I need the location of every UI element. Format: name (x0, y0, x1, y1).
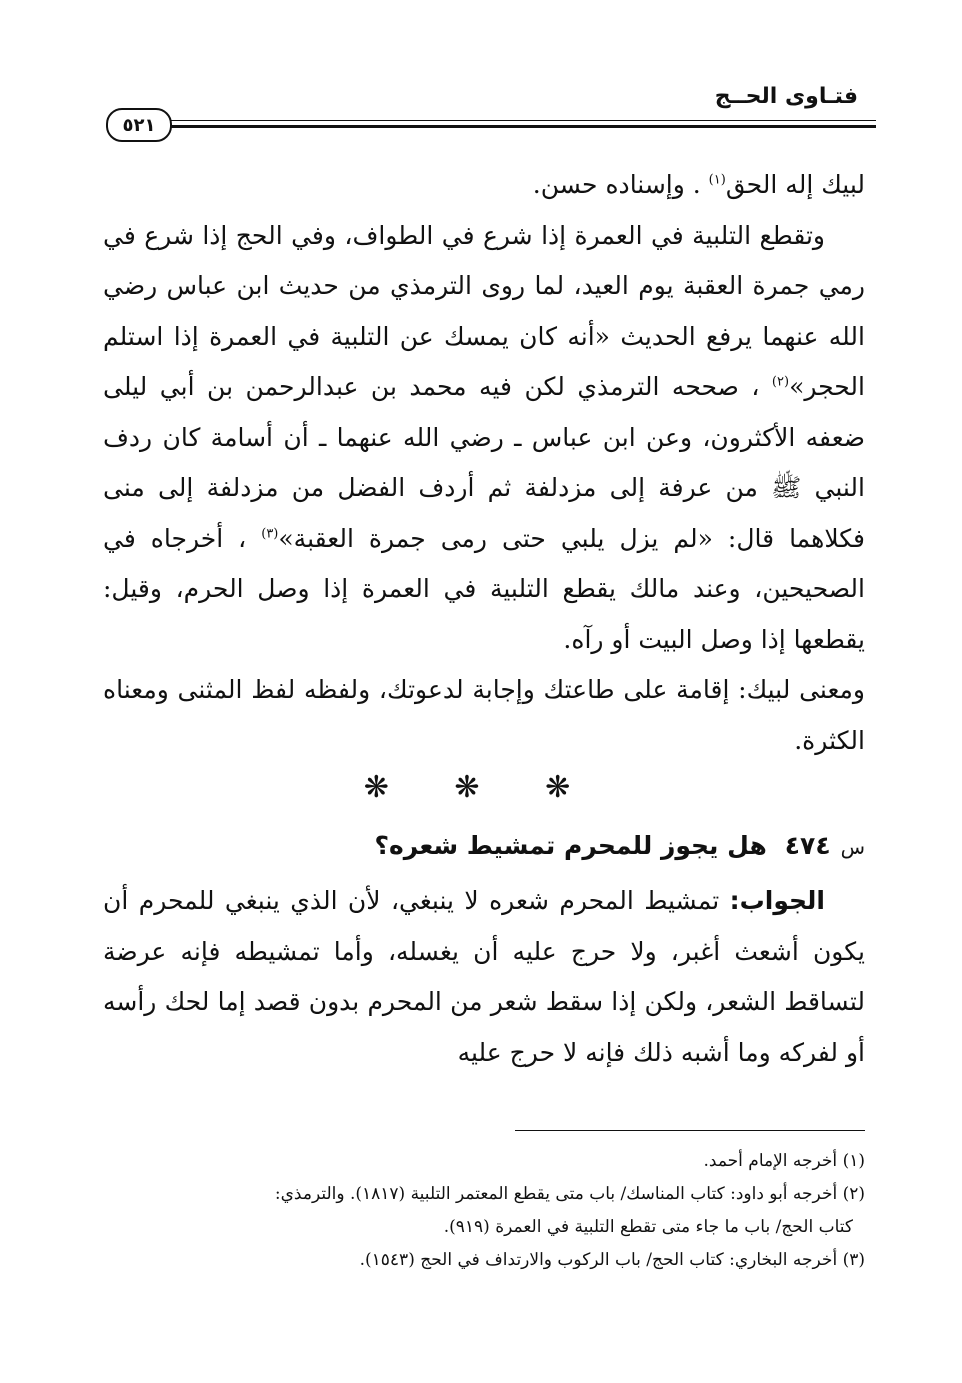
question-marker: س (840, 835, 865, 859)
footnote-rule (515, 1130, 865, 1131)
footnote-number: (١) (842, 1151, 865, 1171)
paragraph-3: ومعنى لبيك: إقامة على طاعتك وإجابة لدعوتك، ولفظه لفظ المثنى ومعناه الكثرة. (103, 675, 865, 755)
footnotes (103, 1145, 865, 1277)
question-heading (103, 822, 865, 871)
footnote-text: أخرجه البخاري: كتاب الحج/ باب الركوب والارتداف في الحج (١٥٤٣). (359, 1250, 838, 1270)
answer-label: الجواب: (729, 886, 825, 915)
question-number: ٤٧٤ (784, 831, 831, 860)
line1-tail: . وإسناده حسن. (532, 170, 709, 199)
line1-text: لبيك إله الحق (725, 170, 865, 199)
para2-part-a: وتقطع التلبية في العمرة إذا شرع في الطواف، وفي الحج إذا شرع في رمي جمرة العقبة يوم العيد، لما روى الترمذي من حديث ابن عباس رضي الله عنهما يرفع الحديث «أنه كان يمسك عن التلبية في العمرة إذا استلم الحجر» (103, 220, 865, 401)
answer-text: تمشيط المحرم شعره لا ينبغي، لأن الذي ينبغي للمحرم أن يكون أشعث أغبر، ولا حرج عليه أن يغسله، وأما تمشيطه فإنه عرضة لتساقط الشعر، ولكن إذا سقط شعر من المحرم بدون قصد إما لحك رأسه أو لفركه وما أشبه ذلك فإنه لا حرج عليه (103, 886, 865, 1067)
footnote-number: (٣) (842, 1250, 865, 1270)
footnote-ref-2: (٢) (771, 374, 790, 390)
para2-part-b: ، صححه الترمذي لكن فيه محمد بن عبدالرحمن بن أبي ليلى ضعفه الأكثرون، وعن ابن عباس ـ رضي الله عنهما ـ أن أسامة كان ردف النبي ﷺ من عرفة إلى مزدلفة ثم أردف الفضل من مزدلفة إلى منى فكلاهما قال: «لم يزل يلبي حتى رمى جمرة العقبة» (103, 372, 865, 553)
main-text (103, 160, 865, 766)
footnote-2 (103, 1178, 865, 1211)
footnote-2-continuation: كتاب الحج/ باب ما جاء متى تقطع التلبية في العمرة (٩١٩). (443, 1217, 853, 1237)
answer-block (103, 876, 865, 1078)
footnote-1 (103, 1145, 865, 1178)
para2-part-c: ، أخرجاه في الصحيحين، وعند مالك يقطع التلبية في العمرة إذا وصل الحرم، وقيل: يقطعها إذا وصل البيت أو رآه. (103, 523, 865, 654)
paragraph-1 (103, 160, 865, 211)
footnote-text: أخرجه أبو داود: كتاب المناسك/ باب متى يقطع المعتمر التلبية (١٨١٧). والترمذي: (274, 1184, 838, 1204)
footnote-text: أخرجه الإمام أحمد. (703, 1151, 838, 1171)
header-rule (162, 120, 876, 121)
footnote-ref-3: (٣) (261, 526, 279, 542)
answer-paragraph (103, 876, 865, 1078)
section-separator: ❋ ❋ ❋ (363, 770, 599, 805)
page-number: ٥٢١ (106, 108, 172, 142)
footnote-number: (٢) (842, 1184, 865, 1204)
header-rule-thick (162, 125, 876, 128)
footnote-ref-1: (١) (708, 172, 726, 188)
running-title: فتـاوى الحــج (714, 84, 858, 109)
footnote-3 (103, 1244, 865, 1277)
question-text: هل يجوز للمحرم تمشيط شعره؟ (374, 831, 767, 860)
page-header (92, 82, 876, 152)
paragraph-2 (103, 211, 865, 666)
